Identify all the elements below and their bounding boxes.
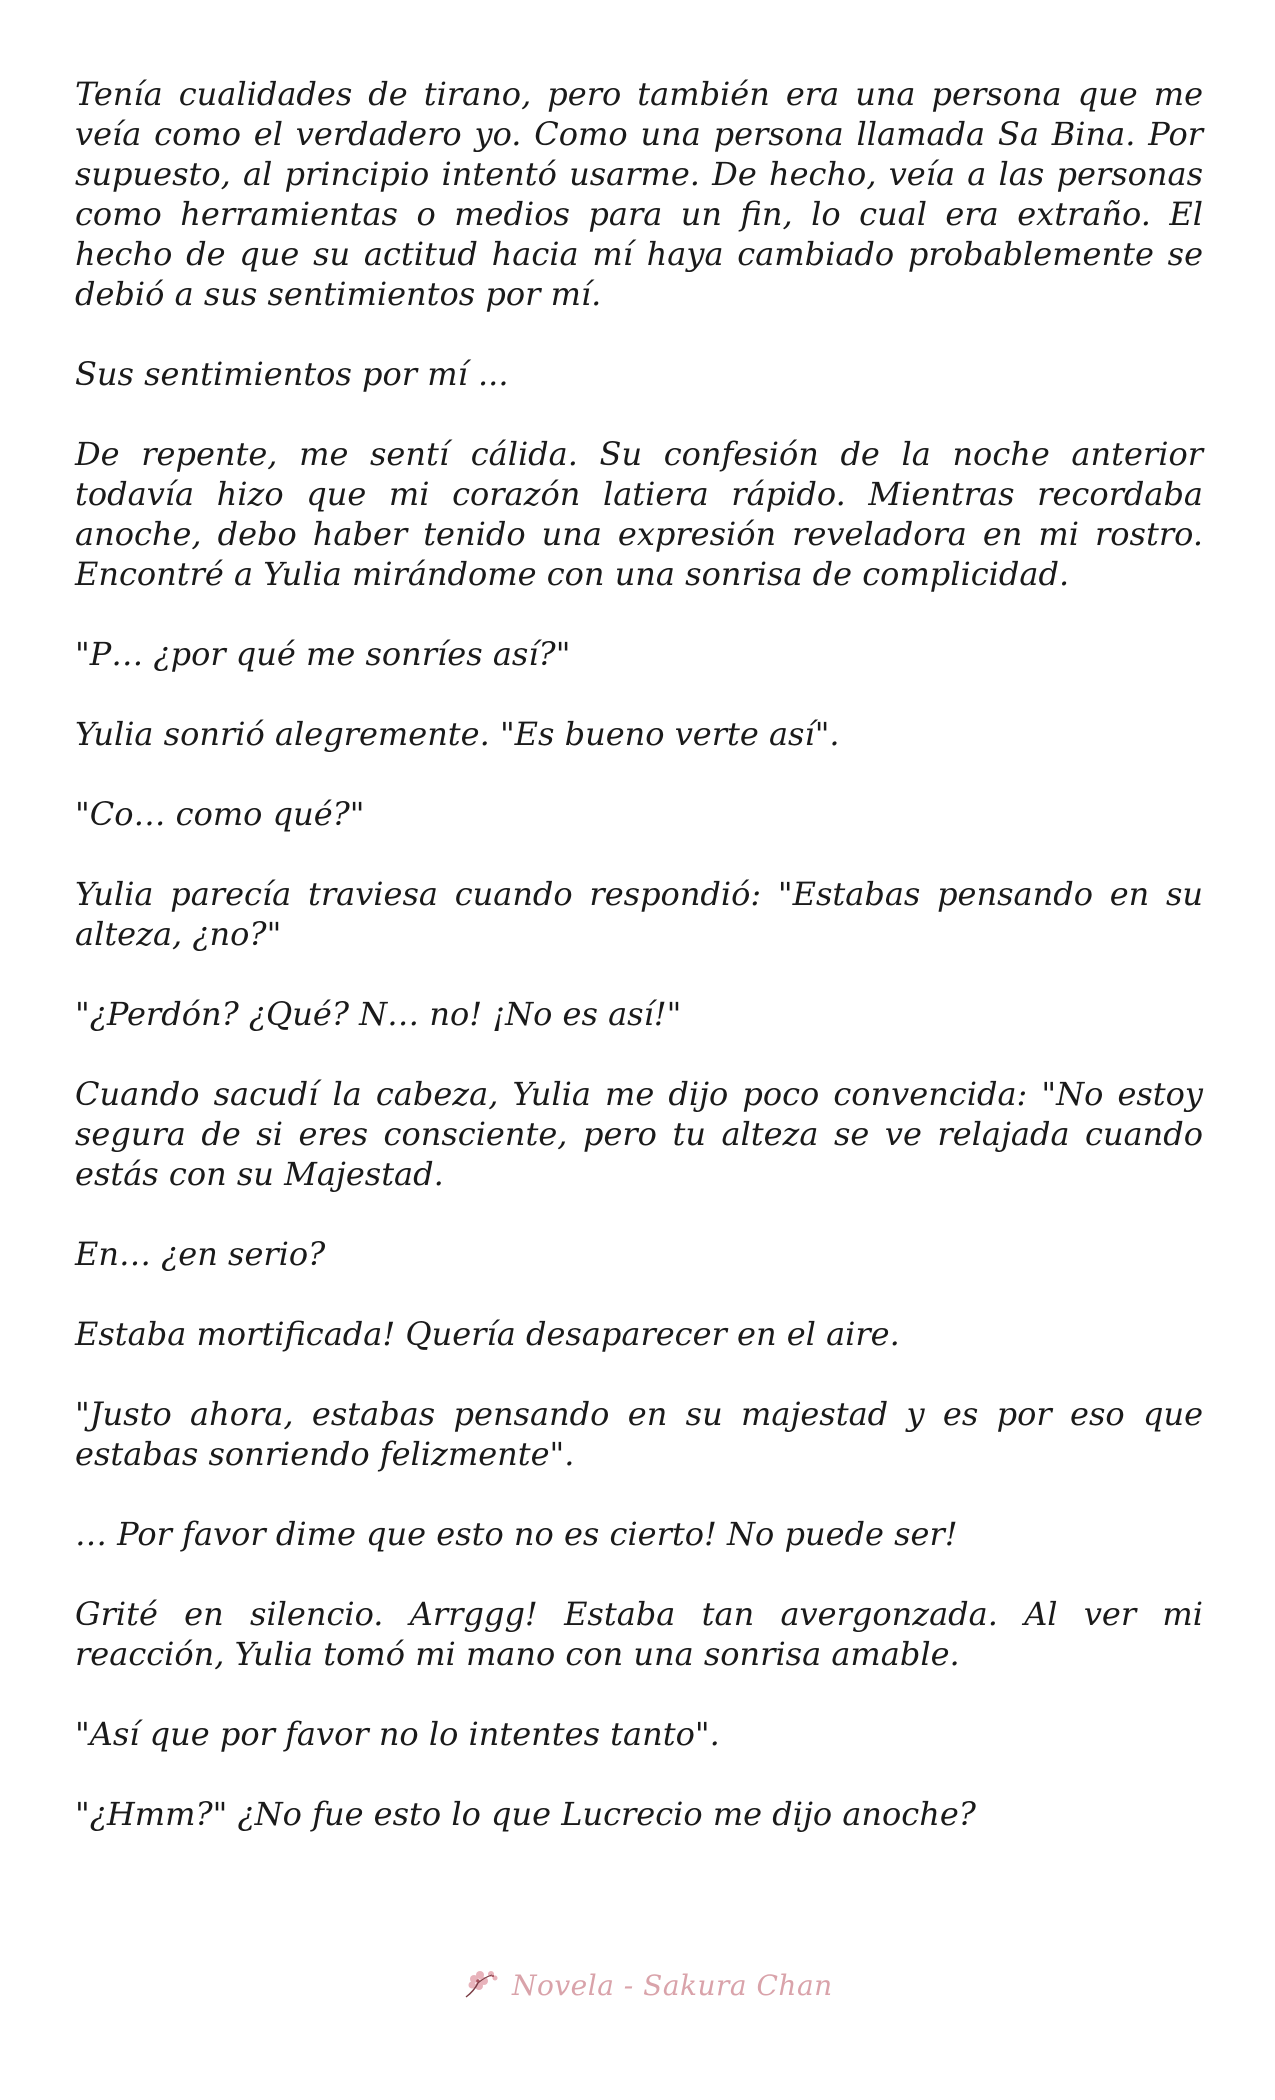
paragraph: "¿Hmm?" ¿No fue esto lo que Lucrecio me dijo anoche? [75, 1795, 976, 1833]
sakura-flower-icon [460, 1965, 504, 2005]
watermark-text: Novela - Sakura Chan [512, 1968, 833, 2002]
paragraph: Grité en silencio. Arrggg! Estaba tan avergonzada. Al ver mi reacción, Yulia tomó mi mano con una sonrisa amable. [75, 1595, 1203, 1673]
document-body [75, 74, 1203, 1874]
paragraph: "Co… como qué?" [75, 795, 365, 833]
paragraph: … Por favor dime que esto no es cierto! No puede ser! [75, 1515, 958, 1553]
paragraph: Tenía cualidades de tirano, pero también era una persona que me veía como el verdadero yo. Como una persona llamada Sa Bina. Por supuesto, al principio intentó usarme. De hecho, veía a las personas como herramientas o medios para un fin, lo cual era extraño. El hecho de que su actitud hacia mí haya cambiado probablemente se debió a sus sentimientos por mí. [75, 75, 1203, 313]
paragraph: Estaba mortificada! Quería desaparecer en el aire. [75, 1315, 900, 1353]
watermark [460, 1960, 840, 2010]
paragraph: "¿Perdón? ¿Qué? N… no! ¡No es así!" [75, 995, 682, 1033]
paragraph: Cuando sacudí la cabeza, Yulia me dijo poco convencida: "No estoy segura de si eres consciente, pero tu alteza se ve relajada cuando estás con su Majestad. [75, 1075, 1203, 1193]
paragraph: En… ¿en serio? [75, 1235, 326, 1273]
paragraph: Yulia sonrió alegremente. "Es bueno verte así". [75, 715, 840, 753]
paragraph: "Justo ahora, estabas pensando en su majestad y es por eso que estabas sonriendo felizmente". [75, 1395, 1203, 1473]
paragraph: Yulia parecía traviesa cuando respondió: "Estabas pensando en su alteza, ¿no?" [75, 875, 1203, 953]
paragraph: "P… ¿por qué me sonríes así?" [75, 635, 571, 673]
paragraph: "Así que por favor no lo intentes tanto". [75, 1715, 720, 1753]
paragraph: De repente, me sentí cálida. Su confesión de la noche anterior todavía hizo que mi corazón latiera rápido. Mientras recordaba anoche, debo haber tenido una expresión reveladora en mi rostro. Encontré a Yulia mirándome con una sonrisa de complicidad. [75, 435, 1203, 593]
paragraph: Sus sentimientos por mí ... [75, 355, 509, 393]
